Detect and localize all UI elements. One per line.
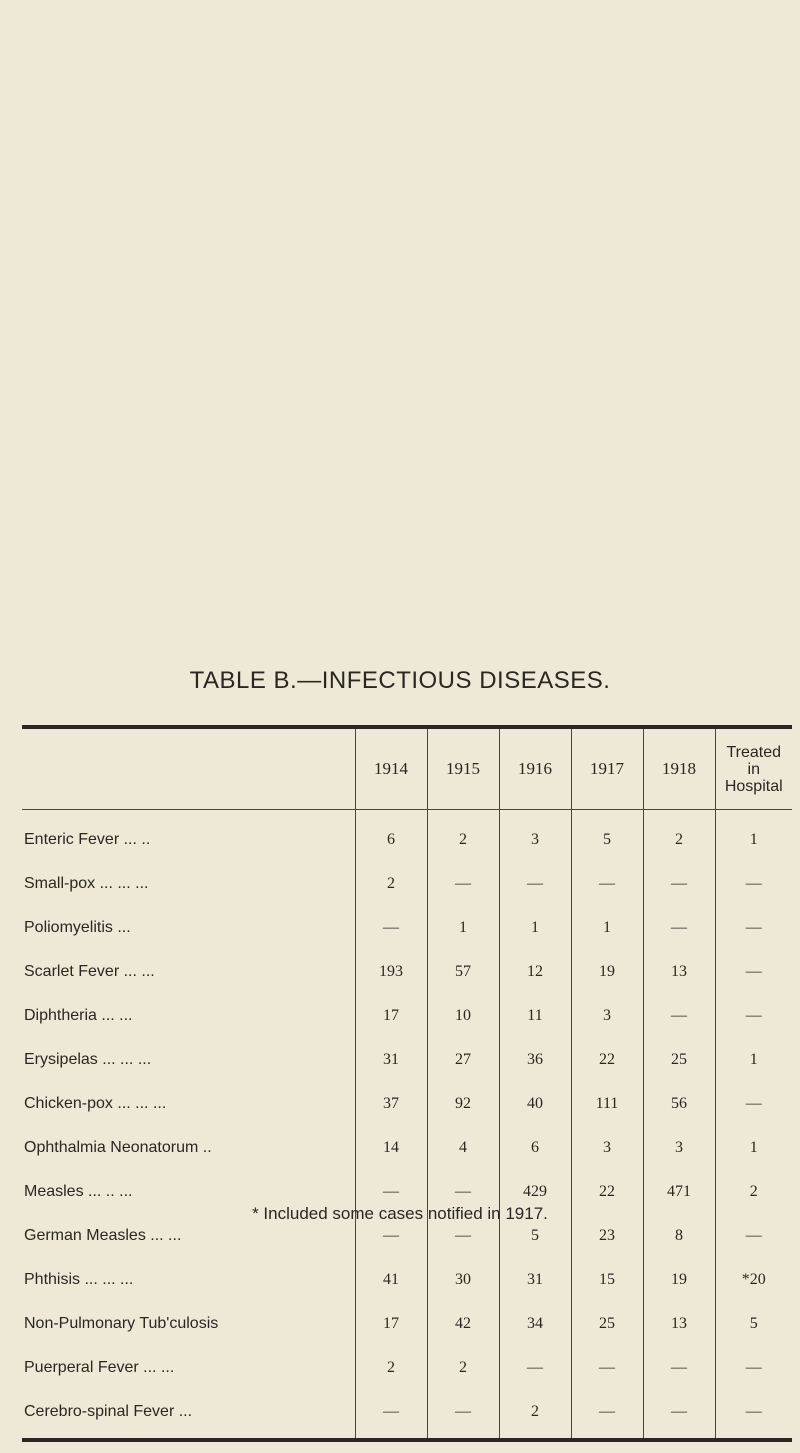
treated-in-hospital-count: — (715, 1214, 792, 1258)
case-count: 6 (499, 1126, 571, 1170)
case-count: — (571, 1346, 643, 1390)
case-count: 23 (571, 1214, 643, 1258)
case-count: 3 (499, 810, 571, 863)
disease-name: Chicken-pox ... ... ... (24, 1095, 167, 1112)
header-year-1914: 1914 (355, 727, 427, 810)
infectious-diseases-table-wrapper (22, 725, 792, 1442)
table-body (22, 810, 792, 1441)
case-count: 40 (499, 1082, 571, 1126)
case-count: 6 (355, 810, 427, 863)
treated-in-hospital-count: — (715, 1082, 792, 1126)
table-row (22, 1038, 792, 1082)
treated-in-hospital-count: — (715, 1346, 792, 1390)
table-row (22, 1302, 792, 1346)
case-count: 5 (499, 1214, 571, 1258)
case-count: 92 (427, 1082, 499, 1126)
header-label-cell (22, 727, 355, 810)
case-count: — (355, 1170, 427, 1214)
case-count: 30 (427, 1258, 499, 1302)
case-count: 11 (499, 994, 571, 1038)
disease-name: Poliomyelitis ... (24, 919, 131, 936)
disease-name: Measles ... .. ... (24, 1183, 133, 1200)
case-count: 25 (571, 1302, 643, 1346)
case-count: 3 (571, 1126, 643, 1170)
case-count: 17 (355, 1302, 427, 1346)
case-count: — (427, 1390, 499, 1440)
header-year-1916: 1916 (499, 727, 571, 810)
case-count: 193 (355, 950, 427, 994)
case-count: 8 (643, 1214, 715, 1258)
case-count: 56 (643, 1082, 715, 1126)
header-row (22, 727, 792, 810)
case-count: 2 (355, 1346, 427, 1390)
table-row (22, 1082, 792, 1126)
case-count: 4 (427, 1126, 499, 1170)
table-title: TABLE B.—INFECTIOUS DISEASES. (189, 667, 611, 694)
treated-in-hospital-count: — (715, 906, 792, 950)
case-count: 2 (427, 1346, 499, 1390)
table-row (22, 810, 792, 863)
case-count: — (427, 1170, 499, 1214)
case-count: 1 (427, 906, 499, 950)
case-count: — (355, 1214, 427, 1258)
table-row (22, 1258, 792, 1302)
case-count: 429 (499, 1170, 571, 1214)
table-row (22, 1126, 792, 1170)
case-count: 12 (499, 950, 571, 994)
case-count: 41 (355, 1258, 427, 1302)
case-count: — (643, 906, 715, 950)
treated-in-hospital-count: — (715, 994, 792, 1038)
disease-name: Non-Pulmonary Tub'culosis (24, 1315, 219, 1332)
case-count: 2 (427, 810, 499, 863)
case-count: 19 (643, 1258, 715, 1302)
case-count: 31 (355, 1038, 427, 1082)
treated-in-hospital-count: 5 (715, 1302, 792, 1346)
disease-name: Diphtheria ... ... (24, 1007, 133, 1024)
disease-name: Small-pox ... ... ... (24, 875, 149, 892)
header-treated-in-hospital: Treated in Hospital (715, 727, 792, 810)
disease-name: Enteric Fever ... .. (24, 831, 151, 848)
table-row (22, 994, 792, 1038)
case-count: — (571, 1390, 643, 1440)
case-count: — (643, 1390, 715, 1440)
header-year-1917: 1917 (571, 727, 643, 810)
case-count: 1 (571, 906, 643, 950)
case-count: 19 (571, 950, 643, 994)
case-count: 14 (355, 1126, 427, 1170)
header-year-1918: 1918 (643, 727, 715, 810)
case-count: 13 (643, 950, 715, 994)
treated-in-hospital-count: 2 (715, 1170, 792, 1214)
case-count: 17 (355, 994, 427, 1038)
case-count: 31 (499, 1258, 571, 1302)
case-count: 13 (643, 1302, 715, 1346)
case-count: — (499, 1346, 571, 1390)
disease-name: Scarlet Fever ... ... (24, 963, 155, 980)
case-count: — (355, 1390, 427, 1440)
case-count: — (643, 862, 715, 906)
case-count: — (643, 994, 715, 1038)
case-count: 1 (499, 906, 571, 950)
table-row (22, 1390, 792, 1440)
case-count: 34 (499, 1302, 571, 1346)
case-count: 15 (571, 1258, 643, 1302)
treated-in-hospital-count: 1 (715, 1126, 792, 1170)
disease-name: German Measles ... ... (24, 1227, 182, 1244)
disease-name: Phthisis ... ... ... (24, 1271, 134, 1288)
case-count: 22 (571, 1038, 643, 1082)
disease-name: Erysipelas ... ... ... (24, 1051, 152, 1068)
case-count: — (499, 862, 571, 906)
case-count: — (571, 862, 643, 906)
case-count: 22 (571, 1170, 643, 1214)
case-count: 36 (499, 1038, 571, 1082)
case-count: 27 (427, 1038, 499, 1082)
case-count: 471 (643, 1170, 715, 1214)
case-count: 111 (571, 1082, 643, 1126)
case-count: 37 (355, 1082, 427, 1126)
disease-name: Cerebro-spinal Fever ... (24, 1403, 193, 1420)
treated-in-hospital-count: — (715, 1390, 792, 1440)
case-count: — (355, 906, 427, 950)
case-count: 3 (643, 1126, 715, 1170)
case-count: 2 (499, 1390, 571, 1440)
case-count: 57 (427, 950, 499, 994)
case-count: 3 (571, 994, 643, 1038)
case-count: 10 (427, 994, 499, 1038)
treated-in-hospital-count: *20 (715, 1258, 792, 1302)
treated-in-hospital-count: 1 (715, 810, 792, 863)
disease-name: Ophthalmia Neonatorum .. (24, 1139, 212, 1156)
disease-name: Puerperal Fever ... ... (24, 1359, 175, 1376)
table-row (22, 950, 792, 994)
footnote: * Included some cases notified in 1917. (252, 1204, 548, 1223)
case-count: 25 (643, 1038, 715, 1082)
case-count: 2 (355, 862, 427, 906)
treated-in-hospital-count: — (715, 950, 792, 994)
header-year-1915: 1915 (427, 727, 499, 810)
case-count: 2 (643, 810, 715, 863)
table-row (22, 1346, 792, 1390)
case-count: 42 (427, 1302, 499, 1346)
table-row (22, 862, 792, 906)
case-count: — (643, 1346, 715, 1390)
infectious-diseases-table (22, 725, 792, 1442)
treated-in-hospital-count: 1 (715, 1038, 792, 1082)
case-count: — (427, 862, 499, 906)
case-count: — (427, 1214, 499, 1258)
case-count: 5 (571, 810, 643, 863)
table-row (22, 906, 792, 950)
treated-in-hospital-count: — (715, 862, 792, 906)
